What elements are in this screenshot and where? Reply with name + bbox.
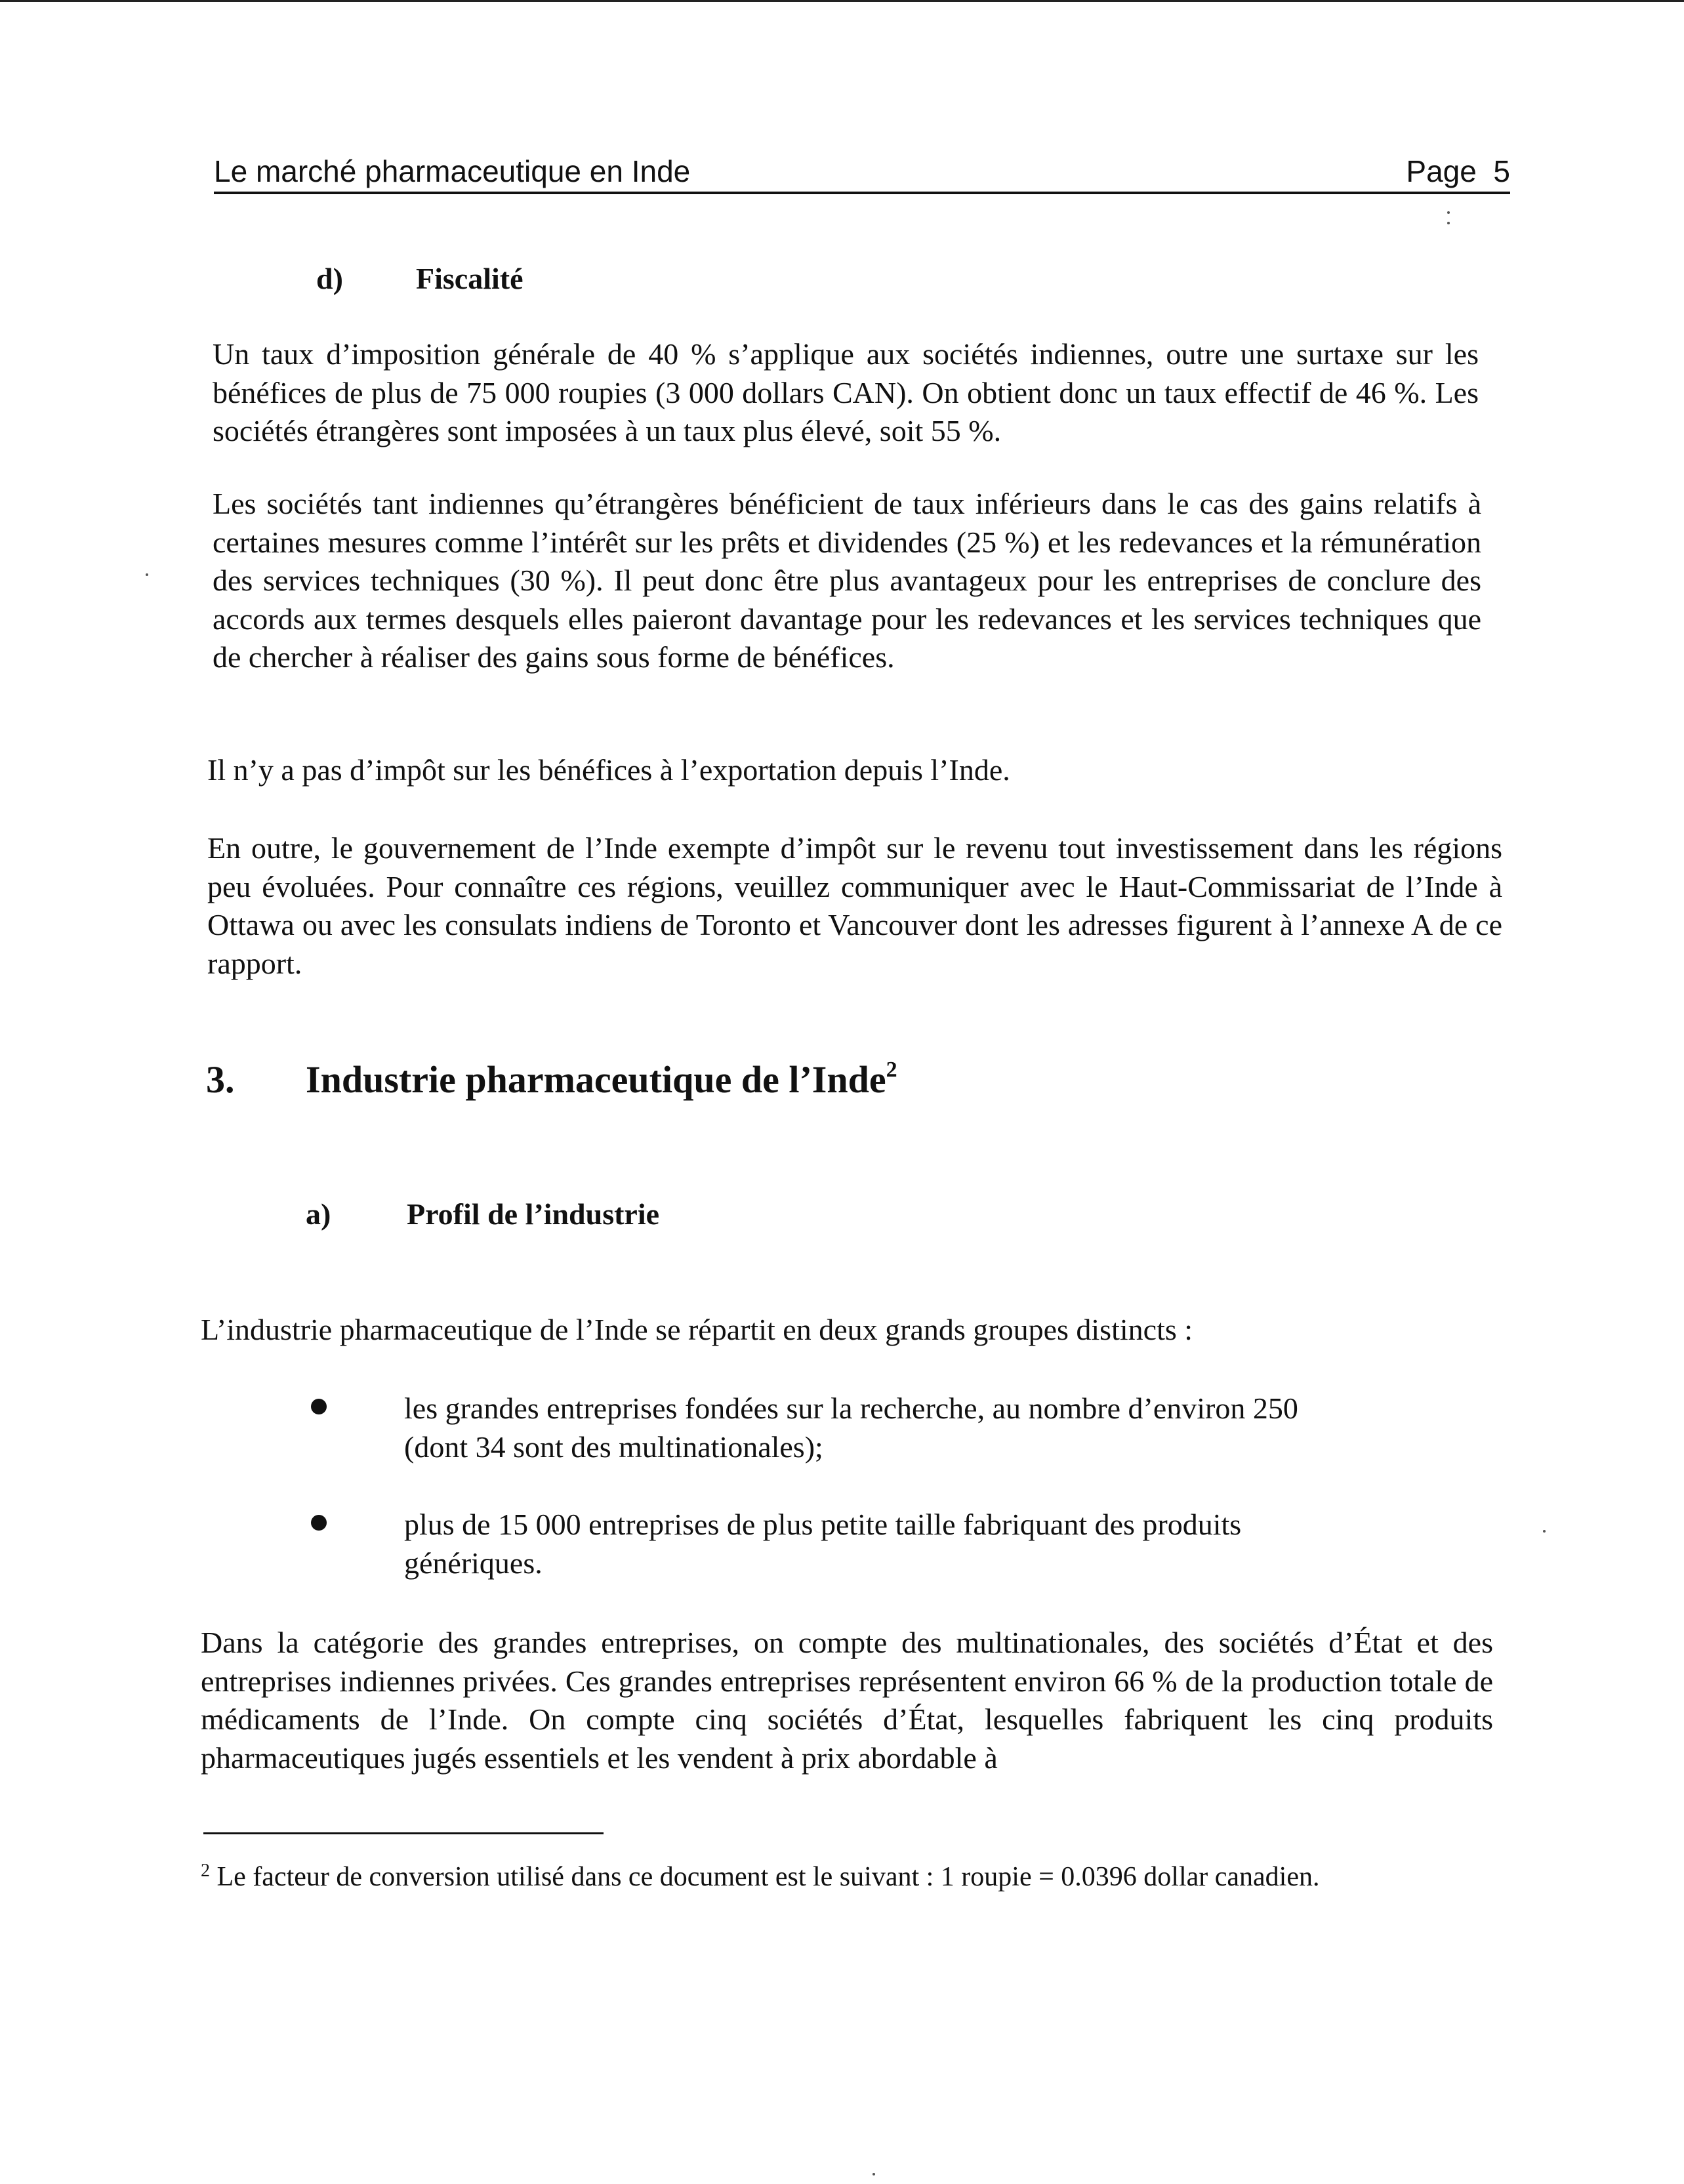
paragraph-industry-groups: L’industrie pharmaceutique de l’Inde se répartit en deux grands groupes distincts :: [201, 1313, 1193, 1346]
list-item: [311, 1390, 1374, 1468]
scan-speck: [1447, 211, 1450, 214]
footnote: [201, 1859, 1509, 1895]
section-3-number: 3.: [206, 1058, 235, 1101]
page-top-edge: [0, 0, 1684, 2]
section-3-title-wrap: [306, 1058, 897, 1102]
page-number: Page 5: [1406, 154, 1510, 188]
paragraph-tax-rates: Un taux d’imposition générale de 40 % s’applique aux sociétés indiennes, outre une surtaxe sur les bénéfices de plus de 75 000 roupies (3 000 dollars CAN). On obtient donc un taux effectif de 46 %. Les sociétés étrangères sont imposées à un taux plus élevé, soit 55 %.: [213, 337, 1479, 447]
subsection-d-heading: [316, 261, 710, 300]
subsection-a-title: Profil de l’industrie: [407, 1197, 660, 1231]
subsection-d-number: d): [316, 262, 343, 295]
footnote-text: Le facteur de conversion utilisé dans ce document est le suivant : 1 roupie = 0.0396 dollar canadien.: [210, 1862, 1320, 1892]
footnote-mark: 2: [201, 1861, 210, 1881]
bullet-dot: [311, 1399, 327, 1414]
bullet-dot: [311, 1515, 327, 1531]
paragraph-exemption: En outre, le gouvernement de l’Inde exempte d’impôt sur le revenu tout investissement dans les régions peu évoluées. Pour connaître ces régions, veuillez communiquer avec le Haut-Commissariat de l’Inde à Ottawa ou avec les consulats indiens de Toronto et Vancouver dont les adresses figurent à l’annexe A de ce rapport.: [207, 831, 1502, 980]
scan-speck: [1543, 1530, 1546, 1533]
list-item-text: plus de 15 000 entreprises de plus petite taille fabriquant des produits génériques.: [404, 1508, 1242, 1580]
scan-speck: [146, 573, 148, 576]
scan-speck: [873, 2173, 875, 2175]
scan-speck: [1447, 222, 1450, 224]
subsection-a-heading: [306, 1197, 831, 1236]
subsection-d-title: Fiscalité: [416, 262, 524, 295]
section-3-heading: [206, 1058, 1124, 1110]
list-item: [311, 1506, 1374, 1584]
paragraph-large-companies: Dans la catégorie des grandes entreprises, on compte des multinationales, des sociétés d’État et des entreprises indiennes privées. Ces grandes entreprises représentent environ 66 % de la production totale de médicaments de l’Inde. On compte cinq sociétés d’État, lesquelles fabriquent les cinq produits pharmaceutiques jugés essentiels et les vendent à prix abordable à: [201, 1626, 1493, 1775]
subsection-a-number: a): [306, 1197, 331, 1231]
running-header: [214, 143, 1510, 194]
footnote-reference: 2: [886, 1058, 897, 1082]
paragraph-export-tax: Il n’y a pas d’impôt sur les bénéfices à l’exportation depuis l’Inde.: [207, 753, 1010, 787]
document-title: Le marché pharmaceutique en Inde: [214, 154, 691, 188]
list-item-text: les grandes entreprises fondées sur la recherche, au nombre d’environ 250 (dont 34 sont des multinationales);: [404, 1391, 1298, 1464]
paragraph-lower-rates: Les sociétés tant indiennes qu’étrangères bénéficient de taux inférieurs dans le cas des gains relatifs à certaines mesures comme l’intérêt sur les prêts et dividendes (25 %) et les redevances et la rémunération des services techniques (30 %). Il peut donc être plus avantageux pour les entreprises de conclure des accords aux termes desquels elles paieront davantage pour les redevances et les services techniques que de chercher à réaliser des gains sous forme de bénéfices.: [213, 487, 1481, 674]
footnote-separator: [203, 1832, 604, 1834]
section-3-title: Industrie pharmaceutique de l’Inde: [306, 1058, 886, 1101]
